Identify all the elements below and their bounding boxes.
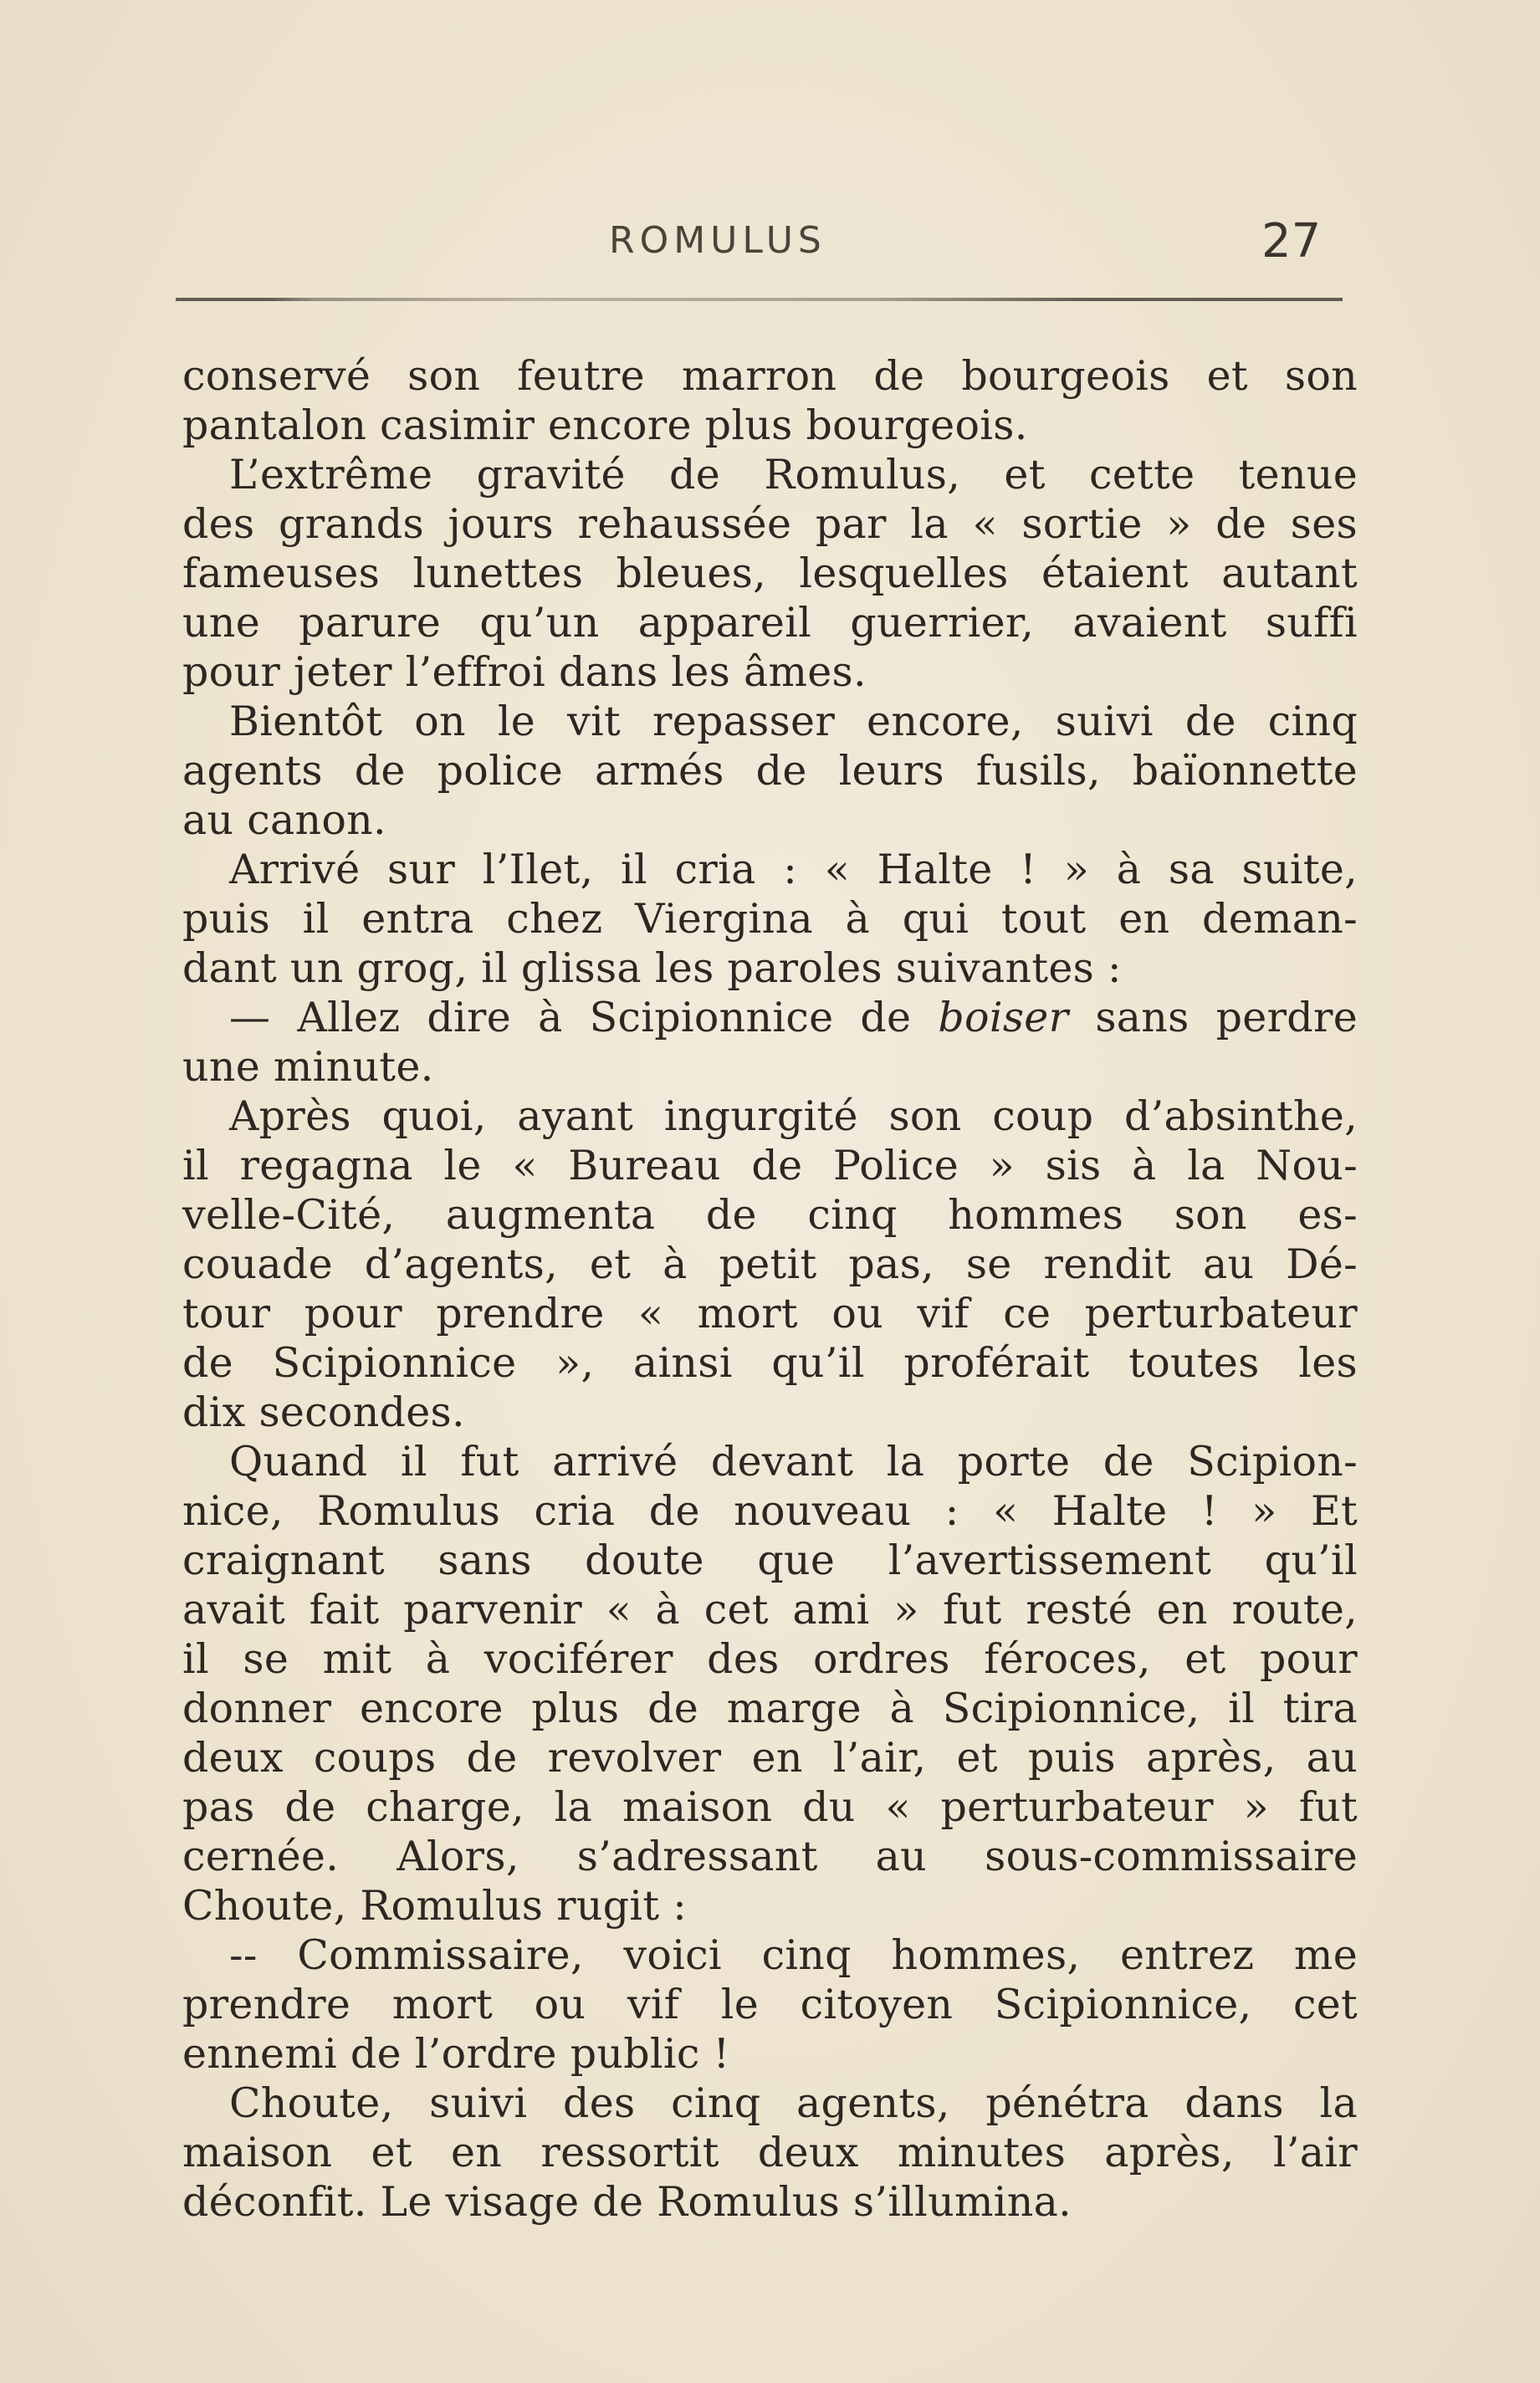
text-line: Après quoi, ayant ingurgité son coup d’absinthe, — [229, 1092, 1358, 1140]
text-line: pantalon casimir encore plus bourgeois. — [182, 401, 1028, 449]
text-line: déconfit. Le visage de Romulus s’illumina. — [182, 2178, 1072, 2226]
text-line: fameuses lunettes bleues, lesquelles étaient autant — [182, 550, 1358, 597]
text-segment: — Allez dire à Scipionnice de — [229, 994, 939, 1041]
body-text — [182, 351, 1358, 2227]
text-line: donner encore plus de marge à Scipionnice, il tira — [182, 1685, 1358, 1732]
text-line: avait fait parvenir « à cet ami » fut resté en route, — [182, 1586, 1358, 1634]
text-line: couade d’agents, et à petit pas, se rendit au Dé- — [182, 1240, 1358, 1288]
text-line — [182, 993, 1358, 1042]
text-line: Bientôt on le vit repasser encore, suivi de cinq — [229, 698, 1358, 745]
running-head — [0, 214, 1540, 269]
text-line: craignant sans doute que l’avertissement qu’il — [182, 1537, 1358, 1584]
text-line: -- Commissaire, voici cinq hommes, entrez me — [229, 1931, 1358, 1979]
text-line: dix secondes. — [182, 1388, 465, 1436]
text-line: de Scipionnice », ainsi qu’il proférait toutes les — [182, 1339, 1358, 1387]
running-title: ROMULUS — [609, 219, 826, 262]
text-segment: sans perdre — [1068, 994, 1358, 1041]
text-line: dant un grog, il glissa les paroles suivantes : — [182, 944, 1122, 992]
text-line: une minute. — [182, 1043, 434, 1091]
text-line: au canon. — [182, 796, 386, 844]
text-line: cernée. Alors, s’adressant au sous-commissaire — [182, 1833, 1358, 1880]
text-line: maison et en ressortit deux minutes après, l’air — [182, 2129, 1358, 2176]
text-line: prendre mort ou vif le citoyen Scipionnice, cet — [182, 1981, 1358, 2028]
text-line: agents de police armés de leurs fusils, baïonnette — [182, 747, 1358, 795]
page-number: 27 — [1261, 214, 1322, 268]
text-line: conservé son feutre marron de bourgeois et son — [182, 352, 1358, 400]
text-line: nice, Romulus cria de nouveau : « Halte ! » Et — [182, 1487, 1358, 1535]
italic-word: boiser — [938, 994, 1069, 1041]
text-line: deux coups de revolver en l’air, et puis après, au — [182, 1734, 1358, 1782]
text-line: une parure qu’un appareil guerrier, avaient suffi — [182, 599, 1358, 647]
text-line: Arrivé sur l’Ilet, il cria : « Halte ! » à sa suite, — [229, 846, 1358, 893]
text-line: des grands jours rehaussée par la « sortie » de ses — [182, 500, 1358, 548]
text-line: pour jeter l’effroi dans les âmes. — [182, 648, 867, 696]
text-line: Quand il fut arrivé devant la porte de Scipion- — [229, 1438, 1358, 1486]
text-line: Choute, Romulus rugit : — [182, 1882, 688, 1930]
text-line: il se mit à vociférer des ordres féroces, et pour — [182, 1635, 1358, 1683]
text-line: tour pour prendre « mort ou vif ce perturbateur — [182, 1290, 1358, 1337]
header-rule — [176, 298, 1343, 301]
text-line: ennemi de l’ordre public ! — [182, 2030, 730, 2078]
text-line: il regagna le « Bureau de Police » sis à la Nou- — [182, 1142, 1358, 1189]
text-line: pas de charge, la maison du « perturbateur » fut — [182, 1783, 1358, 1831]
text-line: velle-Cité, augmenta de cinq hommes son es- — [182, 1191, 1358, 1239]
text-line: puis il entra chez Viergina à qui tout en deman- — [182, 895, 1358, 943]
text-line: Choute, suivi des cinq agents, pénétra dans la — [229, 2079, 1358, 2127]
text-line: L’extrême gravité de Romulus, et cette tenue — [229, 451, 1358, 499]
